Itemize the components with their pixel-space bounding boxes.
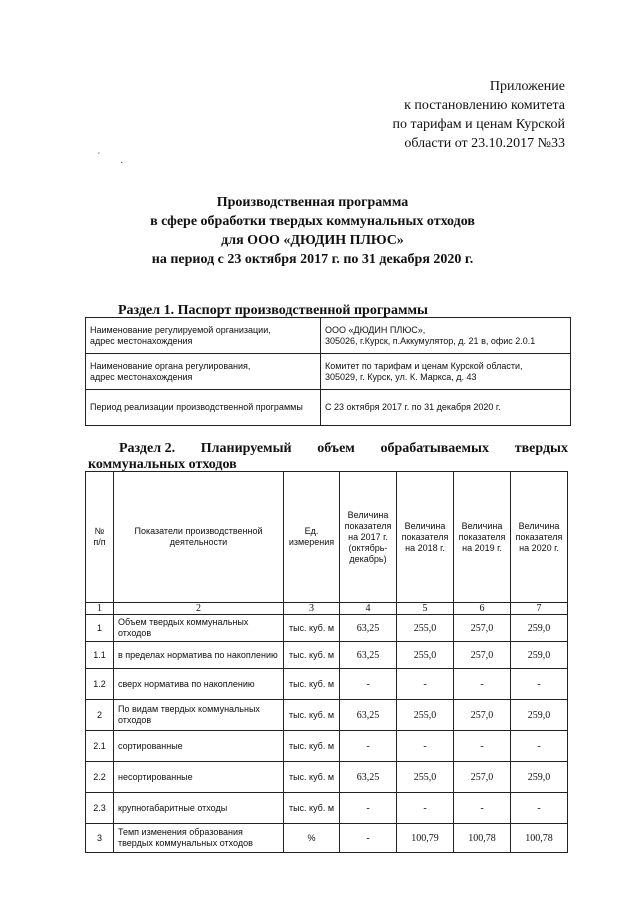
table-header-row (86, 472, 568, 603)
table-row (86, 762, 568, 793)
row-value-2017: - (340, 793, 397, 824)
row-unit: тыс. куб. м (284, 731, 340, 762)
table-row (86, 615, 568, 642)
column-index: 1 (86, 603, 114, 615)
row-value-2018: 255,0 (397, 642, 454, 669)
section2-title (88, 441, 568, 473)
header-2018: Величина показателя на 2018 г. (397, 472, 454, 603)
header-2019: Величина показателя на 2019 г. (454, 472, 511, 603)
passport-label: Период реализации производственной программы (86, 390, 321, 426)
table-row (86, 318, 571, 354)
row-indicator: крупногабаритные отходы (114, 793, 284, 824)
row-value-2020: - (511, 669, 568, 700)
row-value-2020: - (511, 731, 568, 762)
row-num: 1.1 (86, 642, 114, 669)
row-value-2019: 257,0 (454, 762, 511, 793)
header-2017: Величина показателя на 2017 г. (октябрь-декабрь) (340, 472, 397, 603)
table-row (86, 354, 571, 390)
row-value-2018: - (397, 731, 454, 762)
row-value-2017: 63,25 (340, 642, 397, 669)
passport-table (85, 317, 571, 426)
table-row (86, 669, 568, 700)
row-indicator: По видам твердых коммунальных отходов (114, 700, 284, 731)
row-indicator: в пределах норматива по накоплению (114, 642, 284, 669)
header-2020: Величина показателя на 2020 г. (511, 472, 568, 603)
section2-title-word: объем (317, 441, 355, 456)
section2-title-line2: коммунальных отходов (88, 457, 237, 472)
table-row (86, 731, 568, 762)
table-row (86, 700, 568, 731)
row-value-2020: 100,78 (511, 824, 568, 853)
row-indicator: сортированные (114, 731, 284, 762)
row-value-2018: 100,79 (397, 824, 454, 853)
header-indicator: Показатели производственной деятельности (114, 472, 284, 603)
row-unit: тыс. куб. м (284, 700, 340, 731)
row-value-2018: 255,0 (397, 700, 454, 731)
header-num: № п/п (86, 472, 114, 603)
table-row (86, 642, 568, 669)
row-indicator: сверх норматива по накоплению (114, 669, 284, 700)
row-indicator: Объем твердых коммунальных отходов (114, 615, 284, 642)
appendix-line: по тарифам и ценам Курской (392, 117, 565, 132)
column-index: 7 (511, 603, 568, 615)
table-row (86, 824, 568, 853)
row-unit: % (284, 824, 340, 853)
row-num: 2.1 (86, 731, 114, 762)
row-value-2018: 255,0 (397, 615, 454, 642)
header-unit: Ед. измерения (284, 472, 340, 603)
row-value-2017: - (340, 824, 397, 853)
row-unit: тыс. куб. м (284, 615, 340, 642)
section2-title-word: твердых (514, 441, 568, 456)
row-value-2019: - (454, 669, 511, 700)
passport-label: Наименование регулируемой организации, адрес местонахождения (86, 318, 321, 354)
document-title (60, 193, 565, 269)
table-row (86, 793, 568, 824)
column-index-row (86, 603, 568, 615)
row-value-2017: 63,25 (340, 700, 397, 731)
title-line: в сфере обработки твердых коммунальных отходов (150, 214, 475, 229)
section2-title-word: Раздел 2. (119, 441, 176, 456)
row-num: 1 (86, 615, 114, 642)
row-value-2017: - (340, 669, 397, 700)
appendix-line: к постановлению комитета (404, 98, 565, 113)
row-num: 2.3 (86, 793, 114, 824)
row-value-2017: - (340, 731, 397, 762)
row-value-2017: 63,25 (340, 762, 397, 793)
row-value-2018: - (397, 669, 454, 700)
row-value-2017: 63,25 (340, 615, 397, 642)
column-index: 6 (454, 603, 511, 615)
table-row (86, 390, 571, 426)
row-indicator: несортированные (114, 762, 284, 793)
row-value-2020: 259,0 (511, 700, 568, 731)
row-unit: тыс. куб. м (284, 762, 340, 793)
column-index: 2 (114, 603, 284, 615)
row-num: 2.2 (86, 762, 114, 793)
row-value-2019: 257,0 (454, 700, 511, 731)
row-value-2019: 257,0 (454, 615, 511, 642)
scan-speck: · (120, 158, 124, 169)
row-num: 3 (86, 824, 114, 853)
row-unit: тыс. куб. м (284, 669, 340, 700)
volume-table-body (86, 615, 568, 853)
volume-table (85, 471, 568, 853)
column-index: 5 (397, 603, 454, 615)
row-value-2020: - (511, 793, 568, 824)
row-unit: тыс. куб. м (284, 793, 340, 824)
row-value-2020: 259,0 (511, 642, 568, 669)
row-value-2019: - (454, 731, 511, 762)
scan-speck: ´ (97, 152, 101, 163)
row-unit: тыс. куб. м (284, 642, 340, 669)
title-line: Производственная программа (216, 195, 409, 210)
section2-title-word: обрабатываемых (380, 441, 489, 456)
appendix-block (360, 77, 565, 153)
passport-value: С 23 октября 2017 г. по 31 декабря 2020 г. (321, 390, 571, 426)
row-num: 2 (86, 700, 114, 731)
row-value-2020: 259,0 (511, 615, 568, 642)
row-num: 1.2 (86, 669, 114, 700)
section1-title: Раздел 1. Паспорт производственной программы (118, 303, 428, 318)
row-value-2018: 255,0 (397, 762, 454, 793)
row-value-2019: 100,78 (454, 824, 511, 853)
column-index: 3 (284, 603, 340, 615)
column-index: 4 (340, 603, 397, 615)
passport-value: ООО «ДЮДИН ПЛЮС», 305026, г.Курск, п.Аккумулятор, д. 21 в, офис 2.0.1 (321, 318, 571, 354)
passport-value: Комитет по тарифам и ценам Курской области, 305029, г. Курск, ул. К. Маркса, д. 43 (321, 354, 571, 390)
row-indicator: Темп изменения образования твердых коммунальных отходов (114, 824, 284, 853)
appendix-line: Приложение (489, 79, 565, 94)
appendix-line: области от 23.10.2017 №33 (404, 136, 565, 151)
title-line: на период с 23 октября 2017 г. по 31 декабря 2020 г. (151, 252, 474, 267)
section2-title-word: Планируемый (200, 441, 292, 456)
row-value-2018: - (397, 793, 454, 824)
row-value-2019: - (454, 793, 511, 824)
title-line: для ООО «ДЮДИН ПЛЮС» (221, 233, 404, 248)
row-value-2020: 259,0 (511, 762, 568, 793)
passport-label: Наименование органа регулирования, адрес местонахождения (86, 354, 321, 390)
row-value-2019: 257,0 (454, 642, 511, 669)
